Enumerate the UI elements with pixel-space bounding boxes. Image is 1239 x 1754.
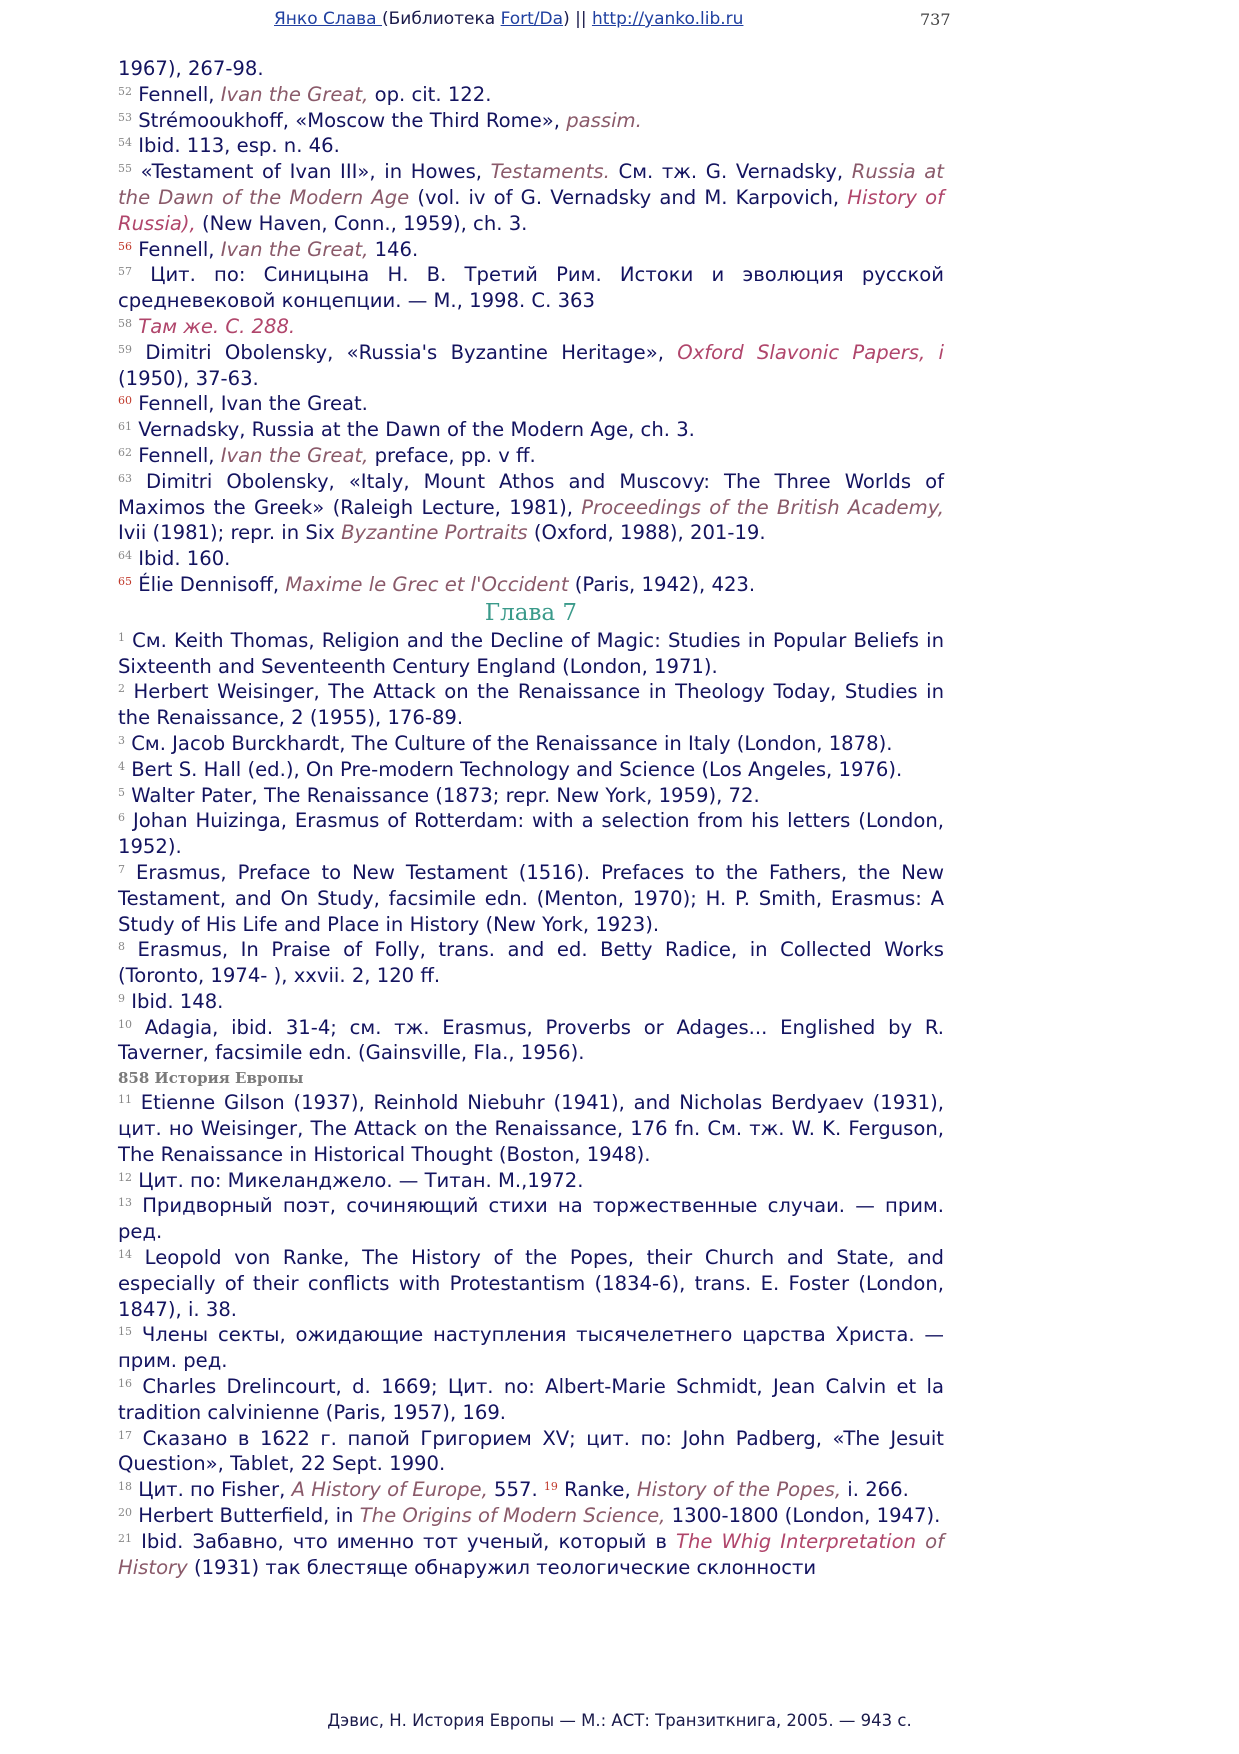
footnote-number: 56 xyxy=(118,239,132,253)
footnote-text xyxy=(916,1530,925,1553)
footnote-text: 1967), 267-98. xyxy=(118,57,264,80)
footnote-number: 54 xyxy=(118,136,132,150)
footnote-number: 12 xyxy=(118,1170,132,1184)
footnote-text: Fennell, Ivan the Great. xyxy=(138,392,368,416)
cited-title: Ivan the Great, xyxy=(220,82,369,106)
page-reference: 858 История Европы xyxy=(118,1069,304,1088)
footnote-text: Цит. по Fisher, xyxy=(138,1478,292,1502)
cited-title: of History xyxy=(118,1529,945,1579)
footnote-text: См. Keith Thomas, Religion and the Decline of Magic: Studies in Popular Beliefs in Sixteenth and Seventeenth Century England (London, 1971). xyxy=(118,628,945,678)
chapter-title: Глава 7 xyxy=(484,599,578,626)
url-link[interactable]: http://yanko.lib.ru xyxy=(591,9,744,29)
page-number: 737 xyxy=(920,10,951,29)
footnote-number: 14 xyxy=(118,1248,132,1262)
footnote xyxy=(118,1193,944,1245)
footnote xyxy=(118,82,944,108)
footnote-text: op. cit. 122. xyxy=(368,82,492,106)
footnote xyxy=(118,443,944,469)
footnote-number: 17 xyxy=(118,1428,132,1442)
footnote xyxy=(118,262,944,314)
footnote xyxy=(118,1322,944,1374)
footnote xyxy=(118,1503,944,1529)
footnote-text: См. тж. G. Vernadsky, xyxy=(609,160,852,184)
footnote-text: (vol. iv of G. Vernadsky and M. Karpovich, xyxy=(409,185,848,209)
footnote-text: Dimitri Obolensky, «Russia's Byzantine Heritage», xyxy=(145,340,678,364)
footnote xyxy=(118,469,944,546)
footnote-text: Члены секты, ожидающие наступления тысячелетнего царства Христа. — прим. ред. xyxy=(118,1323,944,1373)
footnote-text: Leopold von Ranke, The History of the Popes, their Church and State, and especially of their conflicts with Protestantism (1834-6), trans. E. Foster (London, 1847), i. 38. xyxy=(118,1246,944,1321)
footnote-number: 63 xyxy=(118,471,132,485)
library-label-close: ) || xyxy=(563,9,592,29)
footnote xyxy=(118,237,944,263)
footnote-number: 13 xyxy=(118,1196,132,1210)
footnote-text: Придворный поэт, сочиняющий стихи на торжественные случаи. — прим. ред. xyxy=(118,1194,945,1244)
footnote-text: Johan Huizinga, Erasmus of Rotterdam: with a selection from his letters (London, 1952). xyxy=(118,809,944,859)
footnote-text: Erasmus, Preface to New Testament (1516). Prefaces to the Fathers, the New Testament, and On Study, facsimile edn. (Menton, 1970); H. P. Smith, Erasmus: A Study of His Life and Place in History (New York, 1923). xyxy=(118,860,944,936)
footnote xyxy=(118,159,944,236)
footnote xyxy=(118,860,944,937)
footnote-text: Ranke, xyxy=(557,1478,637,1502)
footnote xyxy=(118,391,944,417)
cited-title: passim. xyxy=(566,108,642,132)
page-footer: Дэвис, Н. История Европы — М.: АСТ: Транзиткнига, 2005. — 943 с. xyxy=(327,1711,912,1730)
footnote xyxy=(118,572,944,598)
cited-title: Ivan the Great, xyxy=(220,443,369,467)
footnote xyxy=(118,1426,944,1478)
footnote xyxy=(118,1529,944,1581)
footnote-text: (New Haven, Conn., 1959), ch. 3. xyxy=(195,211,528,235)
footnote-text: «Testament of Ivan III», in Howes, xyxy=(140,160,491,184)
footnote xyxy=(118,133,944,159)
footnote-number: 55 xyxy=(118,162,132,176)
footnote-text: 557. xyxy=(487,1478,544,1502)
footnote-text: Fennell, xyxy=(138,443,221,467)
footnote-text: Fennell, xyxy=(138,237,221,261)
footnote xyxy=(118,1374,944,1426)
footnote-number: 20 xyxy=(118,1505,132,1519)
footnote-text: Dimitri Obolensky, «Italy, Mount Athos and Muscovy: The Three Worlds of Maximos the Greek» (Raleigh Lecture, 1981), xyxy=(118,469,944,519)
footnote-number: 6 xyxy=(118,811,125,825)
fortda-link[interactable]: Fort/Da xyxy=(500,9,564,29)
footnote-text: (Oxford, 1988), 201-19. xyxy=(527,521,766,545)
footnote-text: 1300-1800 (London, 1947). xyxy=(665,1504,941,1528)
cited-title: Russia at the Dawn of the Modern Age xyxy=(118,160,944,209)
footnote xyxy=(118,757,944,783)
footnote xyxy=(118,679,944,731)
footnote-number: 10 xyxy=(118,1017,132,1031)
footnote xyxy=(118,417,944,443)
footnote-text: Herbert Butterfield, in xyxy=(138,1504,360,1528)
cited-title: Oxford Slavonic Papers, i xyxy=(677,340,944,364)
footnote-number: 4 xyxy=(118,759,125,773)
footnote-number: 21 xyxy=(118,1531,132,1545)
footnote-text: Erasmus, In Praise of Folly, trans. and ed. Betty Radice, in Collected Works (Toronto, 1974- ), xxvii. 2, 120 ff. xyxy=(118,938,944,988)
footnote xyxy=(118,731,944,757)
footnote-text: (1950), 37-63. xyxy=(118,366,259,390)
footnote-number: 5 xyxy=(118,785,125,799)
footnotes-body xyxy=(118,56,944,1580)
footnote-number: 9 xyxy=(118,991,125,1005)
footnote xyxy=(118,314,944,340)
cited-title: The Origins of Modern Science, xyxy=(359,1504,666,1528)
cited-title: History of the Popes, xyxy=(636,1478,842,1502)
footnote-number: 53 xyxy=(118,110,132,124)
footnote-number: 18 xyxy=(118,1480,132,1494)
footnote-number: 64 xyxy=(118,549,132,563)
cited-title: Testaments. xyxy=(490,160,610,184)
library-label-open: (Библиотека xyxy=(382,9,501,29)
footnote xyxy=(118,937,944,989)
footnote-number: 16 xyxy=(118,1377,132,1390)
footnote xyxy=(118,1090,944,1167)
footnote-text: Bert S. Hall (ed.), On Pre-modern Technology and Science (Los Angeles, 1976). xyxy=(131,757,903,781)
cited-title: The Whig Interpretation xyxy=(676,1529,917,1553)
footnote xyxy=(118,1015,944,1067)
footnote-number: 19 xyxy=(543,1480,558,1494)
author-link[interactable]: Янко Слава xyxy=(274,9,382,29)
footnote-text: Adagia, ibid. 31-4; см. тж. Erasmus, Proverbs or Adages... Englished by R. Taverner, facsimile edn. (Gainsville, Fla., 1956). xyxy=(118,1015,944,1065)
footnote-number: 8 xyxy=(118,940,125,954)
footnote-text: preface, pp. v ff. xyxy=(368,443,536,467)
footnotes-chapter-7-part-1 xyxy=(118,628,944,1067)
footnote-number: 52 xyxy=(118,84,132,98)
footnote-text: 146. xyxy=(368,237,419,261)
footnote-text: Ibid. 113, esp. n. 46. xyxy=(138,134,340,158)
footnote xyxy=(118,546,944,572)
footnotes-chapter-6 xyxy=(118,56,944,598)
footnote-text: Charles Drelincourt, d. 1669; Цит. no: Albert-Marie Schmidt, Jean Calvin et la tradition calvinienne (Paris, 1957), 169. xyxy=(118,1375,945,1424)
footnote xyxy=(118,808,944,860)
cited-title: Там же. С. 288. xyxy=(138,314,296,338)
footnote-text: Цит. по: Синицына Н. В. Третий Рим. Истоки и эволюция русской средневековой концепции. — М., 1998. С. 363 xyxy=(118,263,944,313)
footnote xyxy=(118,628,944,680)
cited-title: A History of Europe, xyxy=(291,1478,488,1502)
footnote-text: Ibid. Забавно, что именно тот ученый, который в xyxy=(141,1529,677,1553)
footnote-number: 58 xyxy=(118,316,132,330)
cited-title: Ivan the Great, xyxy=(220,237,369,261)
footnote-text: (Paris, 1942), 423. xyxy=(568,572,756,596)
footnote-number: 2 xyxy=(118,682,125,696)
footnote-text: Сказано в 1622 г. папой Григорием XV; цит. по: John Padberg, «The Jesuit Question», Tablet, 22 Sept. 1990. xyxy=(118,1426,944,1476)
footnote-number: 1 xyxy=(118,630,125,644)
footnote-text: Etienne Gilson (1937), Reinhold Niebuhr (1941), and Nicholas Berdyaev (1931), цит. но Weisinger, The Attack on the Renaissance, 176 fn. См. тж. W. K. Ferguson, The Renaissance in Historical Thought (Boston, 1948). xyxy=(118,1091,944,1166)
footnote-text: Vernadsky, Russia at the Dawn of the Modern Age, ch. 3. xyxy=(138,418,695,442)
footnote-text: Herbert Weisinger, The Attack on the Renaissance in Theology Today, Studies in the Renaissance, 2 (1955), 176-89. xyxy=(118,680,944,730)
footnote xyxy=(118,340,944,392)
footnote-number: 11 xyxy=(118,1093,132,1107)
footnote xyxy=(118,1245,944,1322)
footnote-text: Ibid. 148. xyxy=(131,989,224,1013)
footnote-number: 57 xyxy=(118,265,132,279)
footnote-text: Ivii (1981); repr. in Six xyxy=(118,521,342,545)
footnote-number: 60 xyxy=(118,394,132,408)
footnote-number: 62 xyxy=(118,445,132,459)
footnote-number: 59 xyxy=(118,342,132,356)
cited-title: History of Russia), xyxy=(118,185,944,235)
footnote xyxy=(118,1168,944,1194)
footnote-text: i. 266. xyxy=(841,1478,909,1502)
footnotes-chapter-7-part-2 xyxy=(118,1090,944,1580)
cited-title: Proceedings of the British Academy, xyxy=(581,495,944,519)
footnote-text: Цит. по: Микеланджело. — Титан. М.,1972. xyxy=(138,1168,584,1192)
footnote-number: 65 xyxy=(118,574,132,588)
footnote-text: Walter Pater, The Renaissance (1873; repr. New York, 1959), 72. xyxy=(131,783,760,807)
footnote-text: Fennell, xyxy=(138,82,221,106)
footnote-number: 7 xyxy=(118,862,125,876)
footnote-text: Strémooukhoff, «Moscow the Third Rome», xyxy=(138,108,567,132)
footnote-text: Ibid. 160. xyxy=(138,547,231,571)
footnote-number: 61 xyxy=(118,420,132,434)
footnote-number: 15 xyxy=(118,1325,132,1339)
footnote xyxy=(118,56,944,82)
footnote-text: (1931) так блестяще обнаружил теологические склонности xyxy=(187,1555,817,1579)
footnote-text: Élie Dennisoff, xyxy=(138,572,286,596)
page-header xyxy=(274,9,954,35)
footnote xyxy=(118,783,944,809)
footnote xyxy=(118,108,944,134)
footnote-text: См. Jacob Burckhardt, The Culture of the Renaissance in Italy (London, 1878). xyxy=(131,731,893,755)
footnote xyxy=(118,989,944,1015)
cited-title: Byzantine Portraits xyxy=(341,521,528,545)
cited-title: Maxime le Grec et l'Occident xyxy=(285,572,569,596)
footnote-number: 3 xyxy=(118,733,125,747)
footnote xyxy=(118,1477,944,1503)
